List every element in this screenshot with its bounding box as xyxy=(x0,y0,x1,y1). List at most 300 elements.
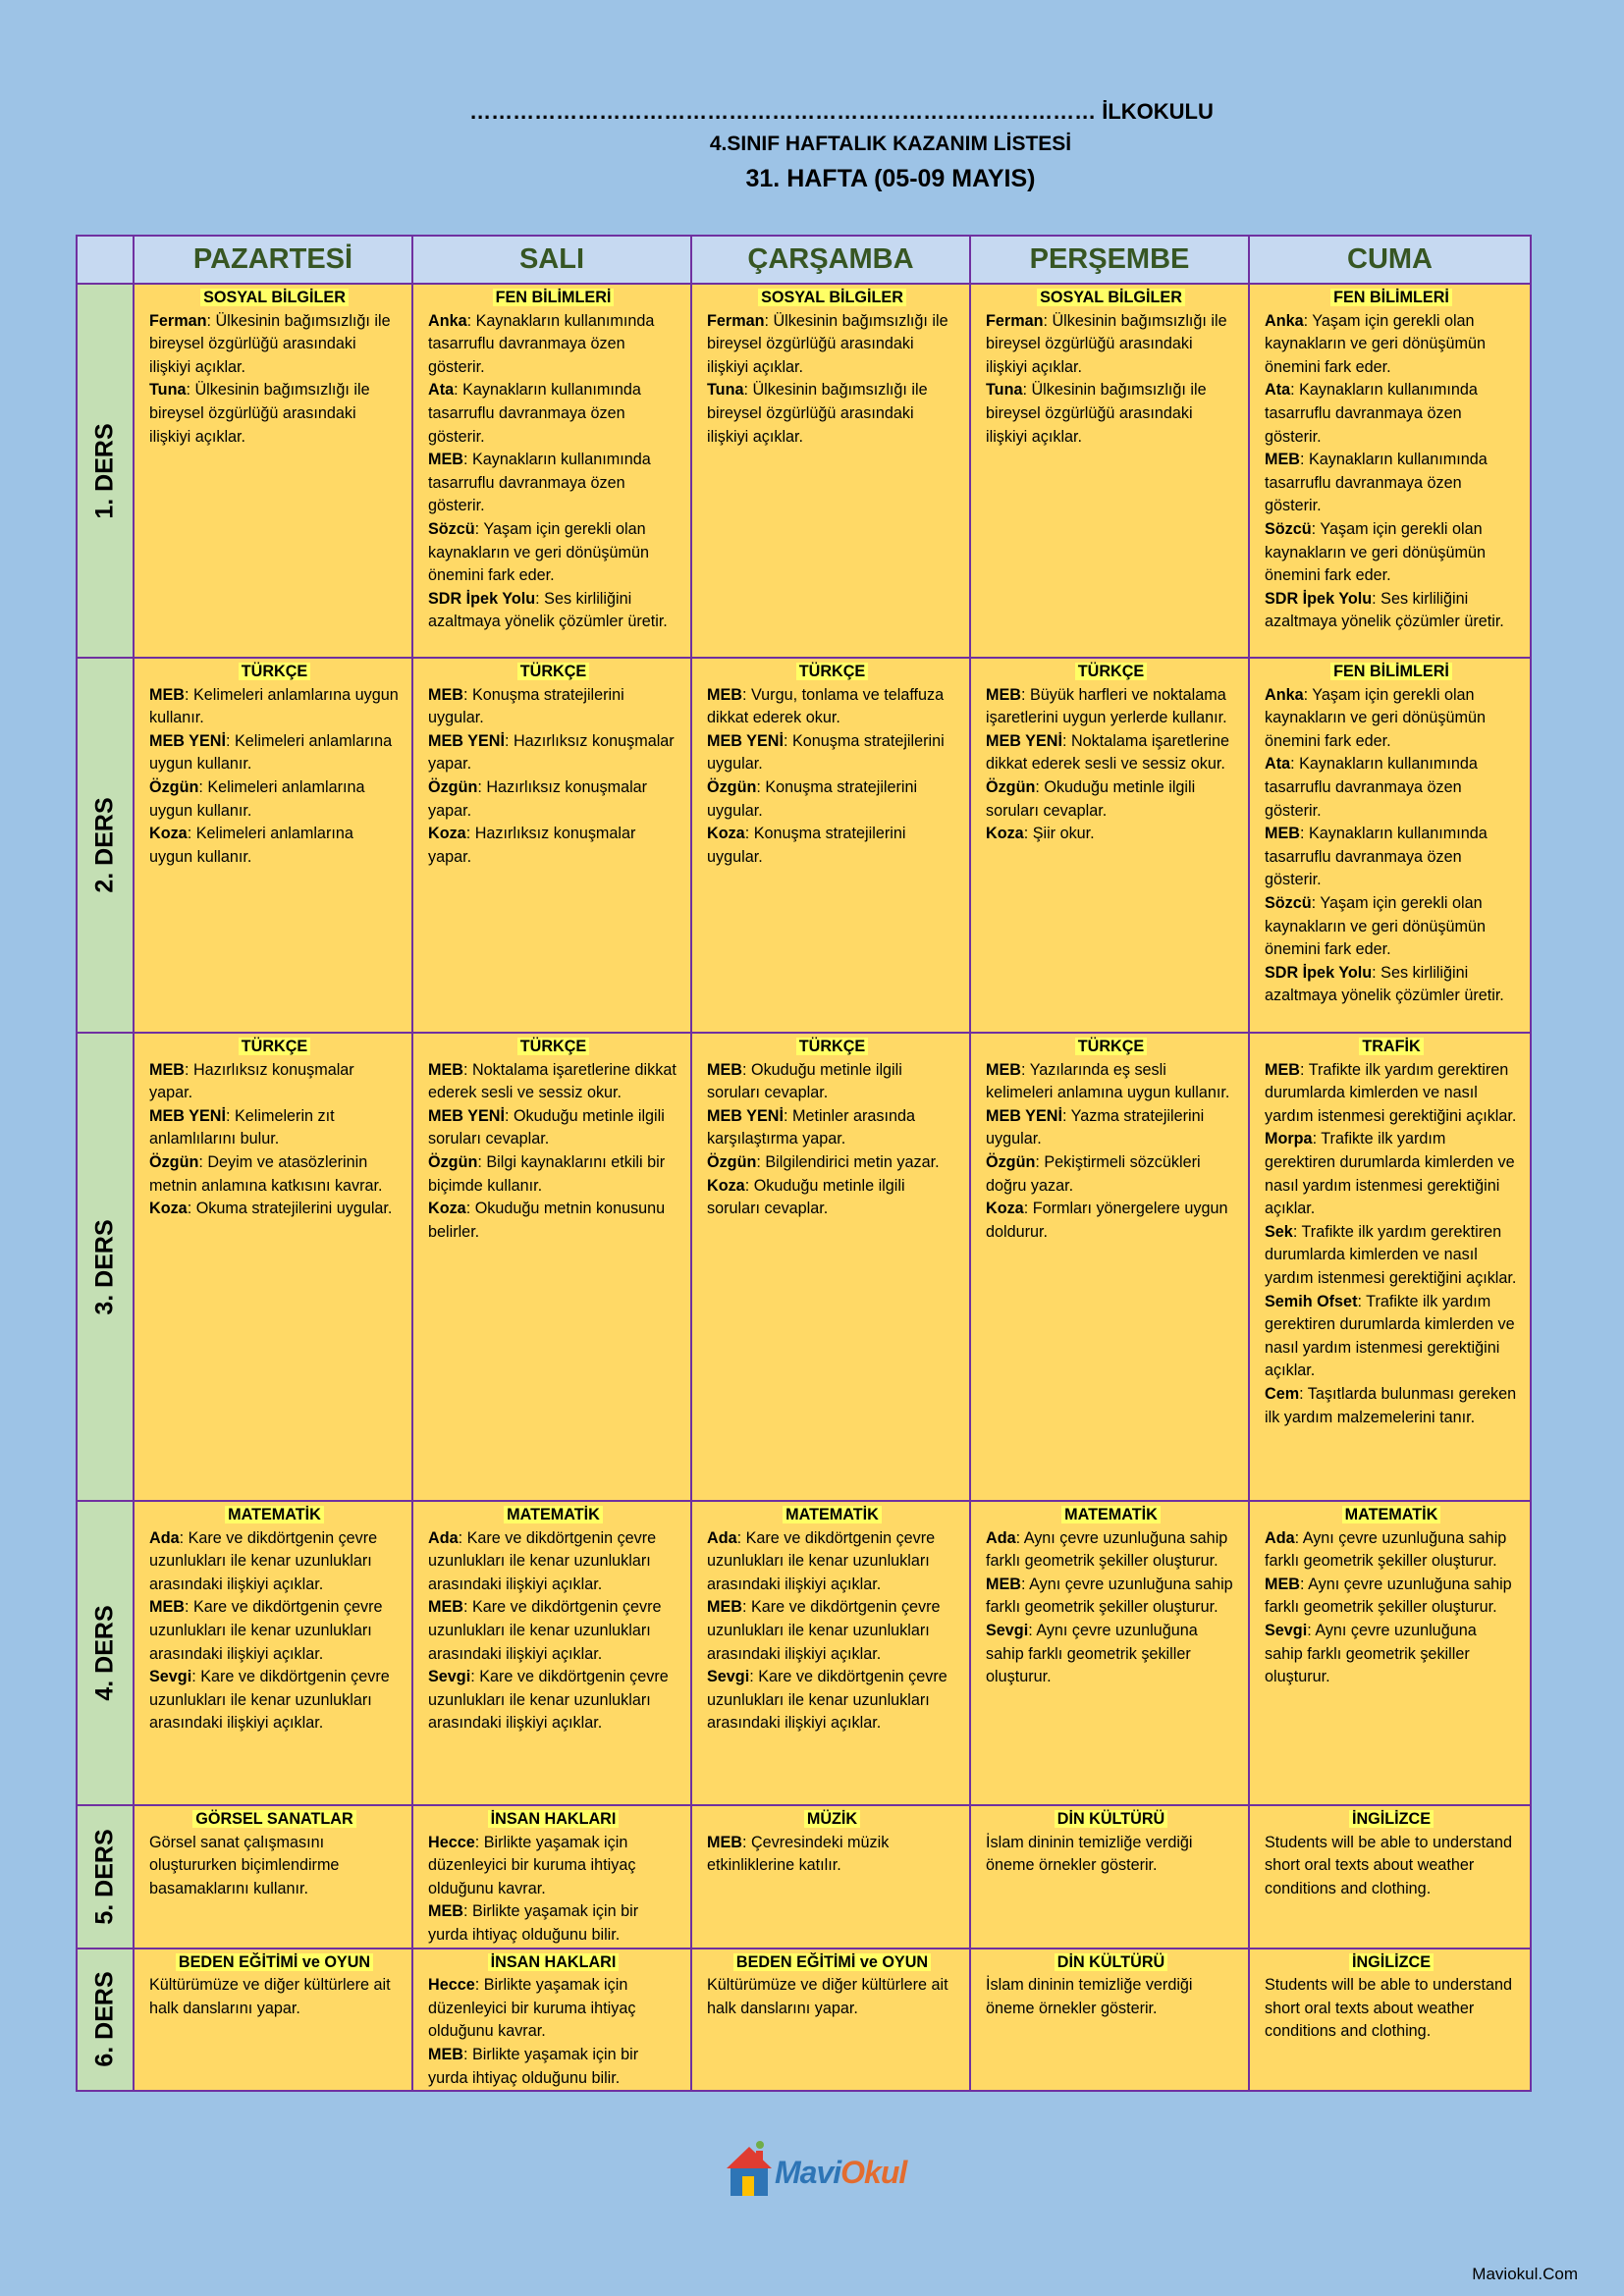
outcome-text: Hazırlıksız konuşmalar yapar. xyxy=(428,777,648,820)
logo-text-okul: Okul xyxy=(840,2155,907,2190)
outcome-text: Bilgilendirici metin yazar. xyxy=(765,1152,940,1171)
outcome-text: Students will be able to understand short oral texts about weather conditions and clothing. xyxy=(1265,1833,1512,1897)
schedule-cell xyxy=(1249,1501,1531,1805)
outcome-entry: Koza: Kelimeleri anlamlarına uygun kullanır. xyxy=(149,825,353,866)
subject-heading xyxy=(986,1036,1236,1059)
schedule-cell xyxy=(412,1501,691,1805)
outcome-text: Hazırlıksız konuşmalar yapar. xyxy=(428,825,636,866)
outcome-entry: Ata: Kaynakların kullanımında tasarruflu davranmaya özen gösterir. xyxy=(1265,381,1478,446)
outcome-text: Yaşam için gerekli olan kaynakların ve geri dönüşümün önemini fark eder. xyxy=(1265,519,1486,585)
schedule-cell xyxy=(134,1805,412,1949)
outcome-entry: MEB: Konuşma stratejilerini uygular. xyxy=(428,685,624,727)
outcome-text: Aynı çevre uzunluğuna sahip farklı geometrik şekiller oluşturur. xyxy=(986,1575,1233,1617)
publisher-name: Ada xyxy=(1265,1528,1295,1547)
publisher-name: Morpa xyxy=(1265,1130,1313,1148)
publisher-name: MEB xyxy=(428,2045,463,2063)
publisher-name: Ada xyxy=(149,1528,180,1547)
outcome-text: Çevresindeki müzik etkinliklerine katılır. xyxy=(707,1833,890,1875)
outcome-text: Şiir okur. xyxy=(1032,825,1095,843)
publisher-name: MEB YENİ xyxy=(707,1106,784,1125)
publisher-name: Koza xyxy=(986,825,1024,843)
outcome-entry xyxy=(986,1974,1236,2020)
outcome-text: Büyük harfleri ve noktalama işaretlerini uygun yerlerde kullanır. xyxy=(986,685,1227,727)
publisher-name: Ferman xyxy=(986,311,1044,330)
publisher-name: Özgün xyxy=(149,777,199,796)
outcome-entry: Ata: Kaynakların kullanımında tasarruflu davranmaya özen gösterir. xyxy=(1265,755,1478,820)
house-icon xyxy=(727,2137,774,2198)
outcome-text: Aynı çevre uzunluğuna sahip farklı geometrik şekiller oluşturur. xyxy=(986,1621,1198,1686)
outcome-text: Konuşma stratejilerini uygular. xyxy=(707,777,918,820)
publisher-name: MEB YENİ xyxy=(149,731,226,750)
outcome-entry: Ada: Aynı çevre uzunluğuna sahip farklı geometrik şekiller oluşturur. xyxy=(986,1528,1228,1571)
outcome-entry: MEB YENİ: Yazma stratejilerini uygular. xyxy=(986,1106,1205,1148)
schedule-cell xyxy=(970,1949,1249,2092)
outcome-entry xyxy=(707,1974,957,2020)
outcome-entry: MEB: Büyük harfleri ve noktalama işaretlerini uygun yerlerde kullanır. xyxy=(986,685,1227,727)
schedule-cell xyxy=(1249,1033,1531,1501)
outcome-text: Ses kirliliğini azaltmaya yönelik çözümler üretir. xyxy=(1265,963,1504,1005)
outcome-entry: MEB YENİ: Okuduğu metinle ilgili soruları cevaplar. xyxy=(428,1106,665,1148)
lesson-label-cell xyxy=(77,1501,134,1805)
outcome-entry xyxy=(149,1974,400,2020)
outcome-text: Birlikte yaşamak için bir yurda ihtiyaç olduğunu bilir. xyxy=(428,1902,639,1944)
subject-heading xyxy=(1265,1036,1518,1059)
publisher-name: MEB YENİ xyxy=(707,731,784,750)
publisher-name: Ada xyxy=(428,1528,459,1547)
lesson-label: 6. DERS xyxy=(90,1971,119,2067)
outcome-text: Trafikte ilk yardım gerektiren durumlarda kimlerden ve nasıl yardım istenmesi gerektiğini açıklar. xyxy=(1265,1222,1517,1287)
outcome-entry: Koza: Konuşma stratejilerini uygular. xyxy=(707,825,906,866)
outcome-entry: Anka: Yaşam için gerekli olan kaynakların ve geri dönüşümün önemini fark eder. xyxy=(1265,311,1486,376)
outcome-entry: Ferman: Ülkesinin bağımsızlığı ile bireysel özgürlüğü arasındaki ilişkiyi açıklar. xyxy=(149,311,391,376)
outcome-text: Kaynakların kullanımında tasarruflu davranmaya özen gösterir. xyxy=(428,381,641,446)
schedule-cell xyxy=(1249,1805,1531,1949)
publisher-name: Özgün xyxy=(707,1152,757,1171)
publisher-name: Koza xyxy=(428,825,466,843)
lesson-row xyxy=(77,1949,1531,2092)
subject-name: TÜRKÇE xyxy=(517,1038,589,1055)
outcome-entry: MEB YENİ: Hazırlıksız konuşmalar yapar. xyxy=(428,731,675,774)
outcome-entry: Özgün: Bilgi kaynaklarını etkili bir biçimde kullanır. xyxy=(428,1152,666,1195)
publisher-name: MEB xyxy=(707,1598,742,1617)
schedule-cell xyxy=(691,1805,970,1949)
outcome-text: Ülkesinin bağımsızlığı ile bireysel özgürlüğü arasındaki ilişkiyi açıklar. xyxy=(149,381,370,446)
outcome-text: Yaşam için gerekli olan kaynakların ve geri dönüşümün önemini fark eder. xyxy=(1265,311,1486,376)
subject-name: TÜRKÇE xyxy=(796,663,868,680)
subject-name: İNGİLİZCE xyxy=(1349,1810,1434,1828)
schedule-cell xyxy=(134,1949,412,2092)
outcome-entry: MEB: Kaynakların kullanımında tasarruflu davranmaya özen gösterir. xyxy=(1265,825,1488,889)
outcome-text: Ses kirliliğini azaltmaya yönelik çözümler üretir. xyxy=(1265,589,1504,631)
outcome-entry: MEB: Kaynakların kullanımında tasarruflu davranmaya özen gösterir. xyxy=(428,451,651,515)
outcome-entry: Hecce: Birlikte yaşamak için düzenleyici bir kuruma ihtiyaç olduğunu kavrar. xyxy=(428,1833,636,1897)
publisher-name: Sözcü xyxy=(1265,893,1312,912)
publisher-name: SDR İpek Yolu xyxy=(1265,589,1373,608)
outcome-text: Kare ve dikdörtgenin çevre uzunlukları ile kenar uzunlukları arasındaki ilişkiyi açıklar. xyxy=(149,1598,383,1663)
outcome-text: Yazma stratejilerini uygular. xyxy=(986,1106,1205,1148)
outcome-entry: Sözcü: Yaşam için gerekli olan kaynakların ve geri dönüşümün önemini fark eder. xyxy=(1265,519,1486,585)
lesson-row xyxy=(77,1805,1531,1949)
publisher-name: Özgün xyxy=(986,777,1036,796)
subject-heading xyxy=(1265,1808,1518,1832)
lesson-label-cell xyxy=(77,284,134,658)
publisher-name: MEB YENİ xyxy=(986,1106,1062,1125)
schedule-cell xyxy=(134,658,412,1033)
subject-heading xyxy=(986,1504,1236,1527)
schedule-cell xyxy=(970,658,1249,1033)
subject-name: MATEMATİK xyxy=(504,1506,603,1523)
outcome-entry xyxy=(149,1832,400,1901)
publisher-name: MEB xyxy=(428,685,463,704)
day-header-monday: PAZARTESİ xyxy=(134,236,412,284)
lesson-label: 3. DERS xyxy=(90,1218,119,1315)
outcome-entry: Ada: Aynı çevre uzunluğuna sahip farklı geometrik şekiller oluşturur. xyxy=(1265,1528,1507,1571)
schedule-cell xyxy=(412,1805,691,1949)
publisher-name: Ata xyxy=(428,381,455,400)
subject-heading xyxy=(428,1036,678,1059)
outcome-entry: Sevgi: Kare ve dikdörtgenin çevre uzunlukları ile kenar uzunlukları arasındaki ilişkiyi açıklar. xyxy=(707,1668,947,1733)
outcome-text: Okuduğu metinle ilgili soruları cevaplar. xyxy=(707,1060,902,1102)
outcome-entry: MEB YENİ: Kelimeleri anlamlarına uygun kullanır. xyxy=(149,731,393,774)
outcome-entry: MEB: Kelimeleri anlamlarına uygun kullanır. xyxy=(149,685,399,727)
outcome-text: Ülkesinin bağımsızlığı ile bireysel özgürlüğü arasındaki ilişkiyi açıklar. xyxy=(149,311,391,376)
outcome-entry: MEB YENİ: Kelimelerin zıt anlamlılarını bulur. xyxy=(149,1106,335,1148)
publisher-name: Özgün xyxy=(149,1152,199,1171)
publisher-name: Özgün xyxy=(428,1152,478,1171)
lesson-label: 1. DERS xyxy=(90,422,119,519)
lesson-row xyxy=(77,1501,1531,1805)
outcome-entry: Anka: Kaynakların kullanımında tasarruflu davranmaya özen gösterir. xyxy=(428,311,655,376)
subject-heading xyxy=(428,1808,678,1832)
outcome-text: Hazırlıksız konuşmalar yapar. xyxy=(428,731,675,774)
school-name-line: …………………………………………………………………………… İLKOKULU xyxy=(469,99,1214,124)
publisher-name: MEB xyxy=(1265,451,1300,469)
publisher-name: Koza xyxy=(428,1200,466,1218)
outcome-text: Deyim ve atasözlerinin metnin anlamına katkısını kavrar. xyxy=(149,1152,383,1195)
schedule-cell xyxy=(691,284,970,658)
subject-heading xyxy=(428,1504,678,1527)
publisher-name: Koza xyxy=(149,1200,188,1218)
outcome-entry: Özgün: Konuşma stratejilerini uygular. xyxy=(707,777,918,820)
subject-name: SOSYAL BİLGİLER xyxy=(1037,289,1185,306)
schedule-cell xyxy=(691,658,970,1033)
outcome-text: Trafikte ilk yardım gerektiren durumlarda kimlerden ve nasıl yardım istenmesi gerektiğini açıklar. xyxy=(1265,1292,1515,1380)
outcome-entry: Koza: Okuduğu metinle ilgili soruları cevaplar. xyxy=(707,1176,905,1218)
lesson-row xyxy=(77,1033,1531,1501)
lesson-label: 4. DERS xyxy=(90,1605,119,1701)
maviokul-logo xyxy=(727,2137,907,2198)
publisher-name: SDR İpek Yolu xyxy=(428,589,536,608)
outcome-entry: Cem: Taşıtlarda bulunması gereken ilk yardım malzemelerini tanır. xyxy=(1265,1384,1517,1426)
subject-name: İNSAN HAKLARI xyxy=(488,1953,620,1971)
outcome-entry xyxy=(1265,1974,1518,2044)
publisher-name: Tuna xyxy=(149,381,187,400)
outcome-entry: MEB YENİ: Konuşma stratejilerini uygular. xyxy=(707,731,945,774)
publisher-name: Sevgi xyxy=(986,1621,1029,1639)
outcome-text: Birlikte yaşamak için düzenleyici bir kuruma ihtiyaç olduğunu kavrar. xyxy=(428,1976,636,2041)
week-title: 31. HAFTA (05-09 MAYIS) xyxy=(745,165,1036,192)
subject-heading xyxy=(1265,1951,1518,1975)
subject-heading xyxy=(707,1808,957,1832)
subject-heading xyxy=(149,1951,400,1975)
publisher-name: Koza xyxy=(707,1176,745,1195)
publisher-name: Tuna xyxy=(986,381,1023,400)
lesson-row xyxy=(77,658,1531,1033)
outcome-text: Kelimeleri anlamlarına uygun kullanır. xyxy=(149,685,399,727)
publisher-name: Koza xyxy=(707,825,745,843)
schedule-cell xyxy=(412,284,691,658)
subject-heading xyxy=(428,287,678,310)
outcome-entry: Tuna: Ülkesinin bağımsızlığı ile bireysel özgürlüğü arasındaki ilişkiyi açıklar. xyxy=(149,381,370,446)
outcome-text: Birlikte yaşamak için düzenleyici bir kuruma ihtiyaç olduğunu kavrar. xyxy=(428,1833,636,1897)
subject-name: DİN KÜLTÜRÜ xyxy=(1055,1953,1167,1971)
outcome-text: Aynı çevre uzunluğuna sahip farklı geometrik şekiller oluşturur. xyxy=(1265,1621,1477,1686)
outcome-text: Ülkesinin bağımsızlığı ile bireysel özgürlüğü arasındaki ilişkiyi açıklar. xyxy=(986,311,1227,376)
outcome-text: Birlikte yaşamak için bir yurda ihtiyaç olduğunu bilir. xyxy=(428,2045,639,2087)
outcome-entry: Ada: Kare ve dikdörtgenin çevre uzunlukları ile kenar uzunlukları arasındaki ilişkiyi açıklar. xyxy=(149,1528,378,1593)
outcome-entry: MEB YENİ: Noktalama işaretlerine dikkat ederek sesli ve sessiz okur. xyxy=(986,731,1230,774)
subject-name: DİN KÜLTÜRÜ xyxy=(1055,1810,1167,1828)
outcome-entry: Tuna: Ülkesinin bağımsızlığı ile bireysel özgürlüğü arasındaki ilişkiyi açıklar. xyxy=(707,381,928,446)
outcome-text: Kaynakların kullanımında tasarruflu davranmaya özen gösterir. xyxy=(428,451,651,515)
publisher-name: Sek xyxy=(1265,1222,1293,1241)
outcome-text: Metinler arasında karşılaştırma yapar. xyxy=(707,1106,916,1148)
outcome-entry: Ata: Kaynakların kullanımında tasarruflu davranmaya özen gösterir. xyxy=(428,381,641,446)
footer-site: Maviokul.Com xyxy=(1472,2265,1578,2283)
subject-name: MATEMATİK xyxy=(1061,1506,1161,1523)
outcome-text: Kelimeleri anlamlarına uygun kullanır. xyxy=(149,825,353,866)
outcome-entry: Ada: Kare ve dikdörtgenin çevre uzunlukları ile kenar uzunlukları arasındaki ilişkiyi açıklar. xyxy=(707,1528,936,1593)
outcome-text: Noktalama işaretlerine dikkat ederek sesli ve sessiz okur. xyxy=(428,1060,677,1102)
outcome-text: Kültürümüze ve diğer kültürlere ait halk danslarını yapar. xyxy=(149,1976,391,2017)
publisher-name: MEB xyxy=(986,685,1021,704)
lesson-label: 2. DERS xyxy=(90,797,119,893)
outcome-text: Ülkesinin bağımsızlığı ile bireysel özgürlüğü arasındaki ilişkiyi açıklar. xyxy=(986,381,1207,446)
outcome-text: Okuduğu metinle ilgili soruları cevaplar. xyxy=(428,1106,665,1148)
outcome-entry: Sek: Trafikte ilk yardım gerektiren durumlarda kimlerden ve nasıl yardım istenmesi gerektiğini açıklar. xyxy=(1265,1222,1517,1287)
subject-heading xyxy=(149,1504,400,1527)
lesson-label-cell xyxy=(77,1805,134,1949)
publisher-name: Anka xyxy=(428,311,467,330)
outcome-entry: MEB: Kare ve dikdörtgenin çevre uzunlukları ile kenar uzunlukları arasındaki ilişkiyi açıklar. xyxy=(707,1598,941,1663)
publisher-name: MEB xyxy=(1265,1575,1300,1593)
subject-name: SOSYAL BİLGİLER xyxy=(200,289,349,306)
subject-heading xyxy=(707,287,957,310)
outcome-entry: Koza: Okuma stratejilerini uygular. xyxy=(149,1200,393,1218)
subject-name: TÜRKÇE xyxy=(239,1038,310,1055)
outcome-entry: Sevgi: Aynı çevre uzunluğuna sahip farklı geometrik şekiller oluşturur. xyxy=(1265,1621,1477,1686)
outcome-entry: MEB: Okuduğu metinle ilgili soruları cevaplar. xyxy=(707,1060,902,1102)
subject-name: FEN BİLİMLERİ xyxy=(1330,663,1452,680)
outcome-text: Okuduğu metnin konusunu belirler. xyxy=(428,1200,666,1241)
outcome-entry: Anka: Yaşam için gerekli olan kaynakların ve geri dönüşümün önemini fark eder. xyxy=(1265,685,1486,750)
publisher-name: MEB xyxy=(707,1833,742,1851)
subject-name: İNGİLİZCE xyxy=(1349,1953,1434,1971)
outcome-entry: Özgün: Bilgilendirici metin yazar. xyxy=(707,1152,940,1171)
outcome-entry: MEB: Noktalama işaretlerine dikkat ederek sesli ve sessiz okur. xyxy=(428,1060,677,1102)
schedule-cell xyxy=(970,1033,1249,1501)
subject-name: TÜRKÇE xyxy=(1075,1038,1147,1055)
subject-name: MATEMATİK xyxy=(783,1506,882,1523)
outcome-text: Trafikte ilk yardım gerektiren durumlarda kimlerden ve nasıl yardım istenmesi gerektiğini açıklar. xyxy=(1265,1060,1517,1125)
outcome-text: Konuşma stratejilerini uygular. xyxy=(428,685,624,727)
day-header-friday: CUMA xyxy=(1249,236,1531,284)
outcome-text: Kare ve dikdörtgenin çevre uzunlukları ile kenar uzunlukları arasındaki ilişkiyi açıklar. xyxy=(428,1668,669,1733)
outcome-entry: Sözcü: Yaşam için gerekli olan kaynakların ve geri dönüşümün önemini fark eder. xyxy=(1265,893,1486,959)
outcome-entry: MEB: Birlikte yaşamak için bir yurda ihtiyaç olduğunu bilir. xyxy=(428,2045,639,2087)
outcome-entry: MEB: Kaynakların kullanımında tasarruflu davranmaya özen gösterir. xyxy=(1265,451,1488,515)
subject-heading xyxy=(707,1504,957,1527)
publisher-name: Özgün xyxy=(707,777,757,796)
outcome-entry: MEB: Yazılarında eş sesli kelimeleri anlamına uygun kullanır. xyxy=(986,1060,1230,1102)
outcome-text: Aynı çevre uzunluğuna sahip farklı geometrik şekiller oluşturur. xyxy=(1265,1575,1512,1617)
subject-name: TRAFİK xyxy=(1359,1038,1423,1055)
outcome-entry: MEB: Birlikte yaşamak için bir yurda ihtiyaç olduğunu bilir. xyxy=(428,1902,639,1944)
outcome-text: Okuma stratejilerini uygular. xyxy=(195,1200,393,1218)
day-header-thursday: PERŞEMBE xyxy=(970,236,1249,284)
corner-cell xyxy=(77,236,134,284)
publisher-name: Sözcü xyxy=(1265,519,1312,538)
publisher-name: Özgün xyxy=(428,777,478,796)
subject-heading xyxy=(986,661,1236,684)
document-header xyxy=(0,96,1624,196)
outcome-entry: Koza: Şiir okur. xyxy=(986,825,1095,843)
outcome-entry xyxy=(1265,1832,1518,1901)
publisher-name: Anka xyxy=(1265,311,1304,330)
schedule-cell xyxy=(1249,284,1531,658)
outcome-entry: MEB: Aynı çevre uzunluğuna sahip farklı geometrik şekiller oluşturur. xyxy=(1265,1575,1512,1617)
outcome-text: Taşıtlarda bulunması gereken ilk yardım malzemelerini tanır. xyxy=(1265,1384,1517,1426)
publisher-name: Ada xyxy=(707,1528,737,1547)
subject-heading xyxy=(149,287,400,310)
subject-heading xyxy=(986,1951,1236,1975)
outcome-text: Konuşma stratejilerini uygular. xyxy=(707,825,906,866)
outcome-text: Kaynakların kullanımında tasarruflu davranmaya özen gösterir. xyxy=(1265,451,1488,515)
outcome-entry: Morpa: Trafikte ilk yardım gerektiren durumlarda kimlerden ve nasıl yardım istenmesi gerektiğini açıklar. xyxy=(1265,1130,1515,1218)
outcome-text: Trafikte ilk yardım gerektiren durumlarda kimlerden ve nasıl yardım istenmesi gerektiğini açıklar. xyxy=(1265,1130,1515,1218)
publisher-name: MEB xyxy=(149,685,185,704)
outcome-text: Yaşam için gerekli olan kaynakların ve geri dönüşümün önemini fark eder. xyxy=(1265,685,1486,750)
publisher-name: Ferman xyxy=(149,311,207,330)
publisher-name: Koza xyxy=(986,1200,1024,1218)
subject-heading xyxy=(1265,287,1518,310)
publisher-name: MEB xyxy=(1265,1060,1300,1079)
outcome-entry: Koza: Hazırlıksız konuşmalar yapar. xyxy=(428,825,636,866)
outcome-text: Kare ve dikdörtgenin çevre uzunlukları ile kenar uzunlukları arasındaki ilişkiyi açıklar. xyxy=(149,1528,378,1593)
outcome-entry: SDR İpek Yolu: Ses kirliliğini azaltmaya yönelik çözümler üretir. xyxy=(1265,589,1504,631)
day-header-tuesday: SALI xyxy=(412,236,691,284)
outcome-text: Yaşam için gerekli olan kaynakların ve geri dönüşümün önemini fark eder. xyxy=(1265,893,1486,959)
schedule-cell xyxy=(970,1501,1249,1805)
subject-name: FEN BİLİMLERİ xyxy=(1330,289,1452,306)
publisher-name: Ata xyxy=(1265,755,1291,774)
outcome-text: Okuduğu metinle ilgili soruları cevaplar. xyxy=(986,777,1196,820)
outcome-entry: Özgün: Kelimeleri anlamlarına uygun kullanır. xyxy=(149,777,365,820)
lesson-label-cell xyxy=(77,658,134,1033)
outcome-text: Hazırlıksız konuşmalar yapar. xyxy=(149,1060,354,1102)
schedule-cell xyxy=(412,658,691,1033)
publisher-name: Özgün xyxy=(986,1152,1036,1171)
outcome-text: Kare ve dikdörtgenin çevre uzunlukları ile kenar uzunlukları arasındaki ilişkiyi açıklar. xyxy=(707,1598,941,1663)
outcome-text: Ses kirliliğini azaltmaya yönelik çözümler üretir. xyxy=(428,589,668,631)
outcome-entry: MEB: Hazırlıksız konuşmalar yapar. xyxy=(149,1060,354,1102)
publisher-name: Sözcü xyxy=(428,519,475,538)
subject-heading xyxy=(428,1951,678,1975)
subject-name: FEN BİLİMLERİ xyxy=(493,289,615,306)
publisher-name: Sevgi xyxy=(1265,1621,1308,1639)
outcome-entry: Ferman: Ülkesinin bağımsızlığı ile bireysel özgürlüğü arasındaki ilişkiyi açıklar. xyxy=(707,311,948,376)
schedule-cell xyxy=(691,1501,970,1805)
publisher-name: Ada xyxy=(986,1528,1016,1547)
outcome-text: Aynı çevre uzunluğuna sahip farklı geometrik şekiller oluşturur. xyxy=(1265,1528,1507,1571)
outcome-text: Ülkesinin bağımsızlığı ile bireysel özgürlüğü arasındaki ilişkiyi açıklar. xyxy=(707,381,928,446)
publisher-name: MEB xyxy=(428,1598,463,1617)
logo-text-mavi: Mavi xyxy=(775,2155,841,2190)
subject-name: BEDEN EĞİTİMİ ve OYUN xyxy=(733,1953,931,1971)
outcome-text: Konuşma stratejilerini uygular. xyxy=(707,731,945,774)
subject-heading xyxy=(149,661,400,684)
outcome-entry: Özgün: Pekiştirmeli sözcükleri doğru yazar. xyxy=(986,1152,1201,1195)
outcome-entry: Sevgi: Kare ve dikdörtgenin çevre uzunlukları ile kenar uzunlukları arasındaki ilişkiyi açıklar. xyxy=(428,1668,669,1733)
outcome-text: Kültürümüze ve diğer kültürlere ait halk danslarını yapar. xyxy=(707,1976,948,2017)
schedule-cell xyxy=(970,1805,1249,1949)
subject-heading xyxy=(707,1036,957,1059)
outcome-entry: MEB: Trafikte ilk yardım gerektiren durumlarda kimlerden ve nasıl yardım istenmesi gerektiğini açıklar. xyxy=(1265,1060,1517,1125)
outcome-entry: Sevgi: Aynı çevre uzunluğuna sahip farklı geometrik şekiller oluşturur. xyxy=(986,1621,1198,1686)
outcome-text: Kelimelerin zıt anlamlılarını bulur. xyxy=(149,1106,335,1148)
outcome-entry: Sözcü: Yaşam için gerekli olan kaynakların ve geri dönüşümün önemini fark eder. xyxy=(428,519,649,585)
schedule-cell xyxy=(1249,1949,1531,2092)
outcome-entry: Özgün: Okuduğu metinle ilgili soruları cevaplar. xyxy=(986,777,1196,820)
outcome-entry: Hecce: Birlikte yaşamak için düzenleyici bir kuruma ihtiyaç olduğunu kavrar. xyxy=(428,1976,636,2041)
outcome-entry: Koza: Formları yönergelere uygun doldurur. xyxy=(986,1200,1228,1241)
outcome-entry: Koza: Okuduğu metnin konusunu belirler. xyxy=(428,1200,666,1241)
outcome-text: Formları yönergelere uygun doldurur. xyxy=(986,1200,1228,1241)
subject-heading xyxy=(1265,661,1518,684)
outcome-text: Kaynakların kullanımında tasarruflu davranmaya özen gösterir. xyxy=(1265,755,1478,820)
subject-heading xyxy=(149,1808,400,1832)
schedule-cell xyxy=(412,1949,691,2092)
outcome-entry: SDR İpek Yolu: Ses kirliliğini azaltmaya yönelik çözümler üretir. xyxy=(428,589,668,631)
publisher-name: MEB xyxy=(986,1575,1021,1593)
publisher-name: MEB YENİ xyxy=(428,731,505,750)
publisher-name: MEB xyxy=(428,451,463,469)
outcome-entry: Semih Ofset: Trafikte ilk yardım gerektiren durumlarda kimlerden ve nasıl yardım istenmesi gerektiğini açıklar. xyxy=(1265,1292,1515,1380)
outcome-text: Okuduğu metinle ilgili soruları cevaplar. xyxy=(707,1176,905,1218)
publisher-name: Koza xyxy=(149,825,188,843)
schedule-cell xyxy=(134,1033,412,1501)
outcome-entry: Ada: Kare ve dikdörtgenin çevre uzunlukları ile kenar uzunlukları arasındaki ilişkiyi açıklar. xyxy=(428,1528,657,1593)
publisher-name: MEB xyxy=(428,1902,463,1921)
outcome-text: Vurgu, tonlama ve telaffuza dikkat ederek okur. xyxy=(707,685,945,727)
subject-name: MATEMATİK xyxy=(1342,1506,1441,1523)
outcome-entry: Özgün: Hazırlıksız konuşmalar yapar. xyxy=(428,777,648,820)
outcome-entry: MEB YENİ: Metinler arasında karşılaştırma yapar. xyxy=(707,1106,916,1148)
schedule-cell xyxy=(1249,658,1531,1033)
outcome-text: İslam dininin temizliğe verdiği öneme örnekler gösterir. xyxy=(986,1833,1193,1875)
schedule-cell xyxy=(134,1501,412,1805)
publisher-name: Ferman xyxy=(707,311,765,330)
publisher-name: MEB xyxy=(986,1060,1021,1079)
lesson-row xyxy=(77,284,1531,658)
schedule-cell xyxy=(412,1033,691,1501)
outcome-text: Kelimeleri anlamlarına uygun kullanır. xyxy=(149,777,365,820)
subject-heading xyxy=(707,1951,957,1975)
outcome-entry: MEB: Aynı çevre uzunluğuna sahip farklı geometrik şekiller oluşturur. xyxy=(986,1575,1233,1617)
subject-name: İNSAN HAKLARI xyxy=(488,1810,620,1828)
publisher-name: Sevgi xyxy=(707,1668,750,1686)
outcome-entry: Tuna: Ülkesinin bağımsızlığı ile bireysel özgürlüğü arasındaki ilişkiyi açıklar. xyxy=(986,381,1207,446)
